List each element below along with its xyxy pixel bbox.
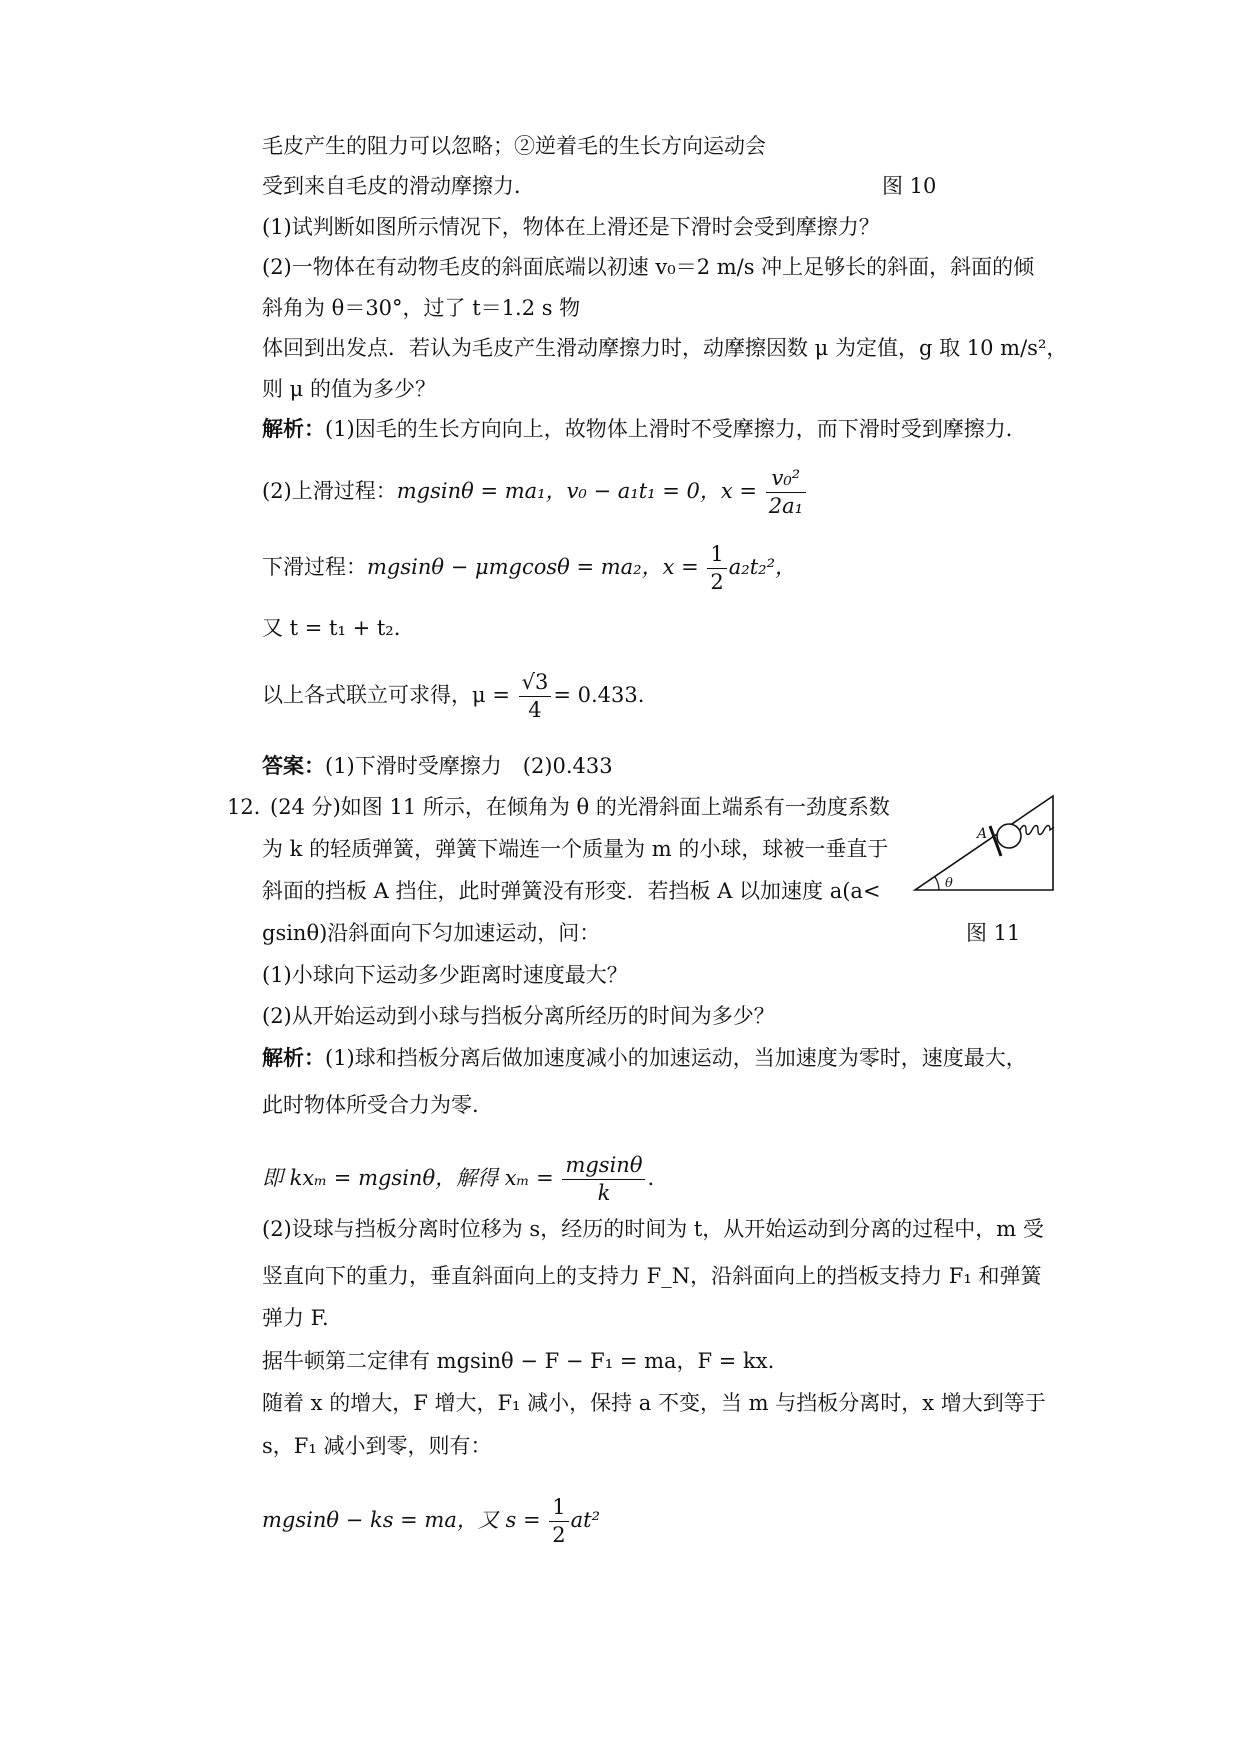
solution-line: 此时物体所受合力为零. xyxy=(262,1093,479,1117)
equation-line xyxy=(262,468,808,517)
fraction-denominator: 4 xyxy=(528,698,542,722)
solution-line: (2)设球与挡板分离时位移为 s，经历的时间为 t，从开始运动到分离的过程中，m 受 xyxy=(262,1217,1044,1241)
baffle-label: A xyxy=(977,826,988,842)
answer-line xyxy=(262,751,613,781)
equation-tail: = 0.433. xyxy=(553,683,645,707)
text-line: 受到来自毛皮的滑动摩擦力． xyxy=(262,174,535,198)
solution-text: (1)因毛的生长方向向上，故物体上滑时不受摩擦力，而下滑时受到摩擦力． xyxy=(325,417,1027,441)
problem-text: 斜面的挡板 A 挡住，此时弹簧没有形变．若挡板 A 以加速度 a(a< xyxy=(262,879,881,903)
answer-label: 答案： xyxy=(262,753,325,778)
fraction-numerator: mgsinθ xyxy=(562,1155,645,1180)
question-2-line: 斜角为 θ＝30°，过了 t＝1.2 s 物 xyxy=(262,296,581,320)
solution-line xyxy=(262,1043,1027,1073)
equation-line xyxy=(262,672,644,721)
spring xyxy=(1020,826,1054,835)
incline-triangle xyxy=(915,796,1053,890)
equation-line xyxy=(262,544,796,593)
question-2: (2)从开始运动到小球与挡板分离所经历的时间为多少？ xyxy=(262,1004,775,1028)
equation: mgsinθ − μmgcosθ = ma₂，x = xyxy=(367,555,699,579)
fraction-denominator: k xyxy=(597,1181,611,1205)
fraction xyxy=(766,468,806,517)
fraction xyxy=(562,1155,645,1204)
problem-text: 为 k 的轻质弹簧，弹簧下端连一个质量为 m 的小球，球被一垂直于 xyxy=(262,837,889,861)
solution-line: 竖直向下的重力，垂直斜面向上的支持力 F_N，沿斜面向上的挡板支持力 F₁ 和弹簧 xyxy=(262,1264,1042,1288)
figure-11-label: 图 11 xyxy=(966,921,1021,945)
question-1: (1)小球向下运动多少距离时速度最大？ xyxy=(262,963,628,987)
equation-line xyxy=(262,1497,600,1546)
equation-prefix: (2)上滑过程： xyxy=(262,479,397,503)
equation-prefix: 下滑过程： xyxy=(262,555,367,579)
equation-tail: a₂t₂²， xyxy=(728,555,796,579)
solution-line: 据牛顿第二定律有 mgsinθ − F − F₁ = ma，F = kx. xyxy=(262,1349,775,1373)
equation-prefix: 即 kxₘ = mgsinθ，解得 xₘ = xyxy=(262,1166,554,1190)
fraction-denominator: 2 xyxy=(710,570,724,594)
ball xyxy=(997,824,1021,848)
question-2-line: (2)一物体在有动物毛皮的斜面底端以初速 v₀＝2 m/s 冲上足够长的斜面，斜面的倾 xyxy=(262,255,1035,279)
equation-line: 又 t = t₁ + t₂. xyxy=(262,616,401,640)
answer-text: (1)下滑时受摩擦力 (2)0.433 xyxy=(325,754,613,778)
text-line: 毛皮产生的阻力可以忽略；②逆着毛的生长方向运动会 xyxy=(262,134,766,158)
solution-line xyxy=(262,414,1027,444)
solution-line: 随着 x 的增大，F 增大，F₁ 减小，保持 a 不变，当 m 与挡板分离时，x 增大到等于 xyxy=(262,1391,1046,1415)
equation-prefix: mgsinθ − ks = ma，又 s = xyxy=(262,1508,541,1532)
problem-text: (24 分)如图 11 所示，在倾角为 θ 的光滑斜面上端系有一劲度系数 xyxy=(270,795,890,819)
fraction-numerator: 1 xyxy=(549,1497,568,1522)
equation-tail: at² xyxy=(570,1508,601,1532)
fraction-numerator: 1 xyxy=(707,544,726,569)
solution-label: 解析： xyxy=(262,1045,325,1070)
fraction-numerator: v₀² xyxy=(766,468,806,493)
question-1: (1)试判断如图所示情况下，物体在上滑还是下滑时会受到摩擦力？ xyxy=(262,215,880,239)
problem-text: gsinθ)沿斜面向下匀加速运动，问： xyxy=(262,921,601,945)
equation-tail: . xyxy=(647,1166,655,1190)
question-2-line: 体回到出发点．若认为毛皮产生滑动摩擦力时，动摩擦因数 μ 为定值，g 取 10 m/s²， xyxy=(262,336,1068,360)
equation: mgsinθ = ma₁，v₀ − a₁t₁ = 0，x = xyxy=(396,479,758,503)
incline-spring-diagram xyxy=(905,786,1065,901)
fraction-denominator: 2a₁ xyxy=(768,494,804,518)
equation-line xyxy=(262,1155,654,1204)
fraction-denominator: 2 xyxy=(552,1523,566,1547)
equation-prefix: 以上各式联立可求得，μ = xyxy=(262,683,510,707)
fraction xyxy=(519,672,552,721)
fraction xyxy=(549,1497,568,1546)
fraction xyxy=(707,544,726,593)
solution-label: 解析： xyxy=(262,416,325,441)
solution-line: 弹力 F. xyxy=(262,1306,329,1330)
question-2-line: 则 μ 的值为多少？ xyxy=(262,377,436,401)
angle-label: θ xyxy=(945,876,953,891)
solution-text: (1)球和挡板分离后做加速度减小的加速运动，当加速度为零时，速度最大， xyxy=(325,1046,1027,1070)
solution-line: s，F₁ 减小到零，则有： xyxy=(262,1434,492,1458)
fraction-numerator: √3 xyxy=(519,672,552,697)
figure-10-label: 图 10 xyxy=(882,174,937,198)
angle-arc xyxy=(935,877,939,890)
problem-number: 12． xyxy=(227,795,275,819)
